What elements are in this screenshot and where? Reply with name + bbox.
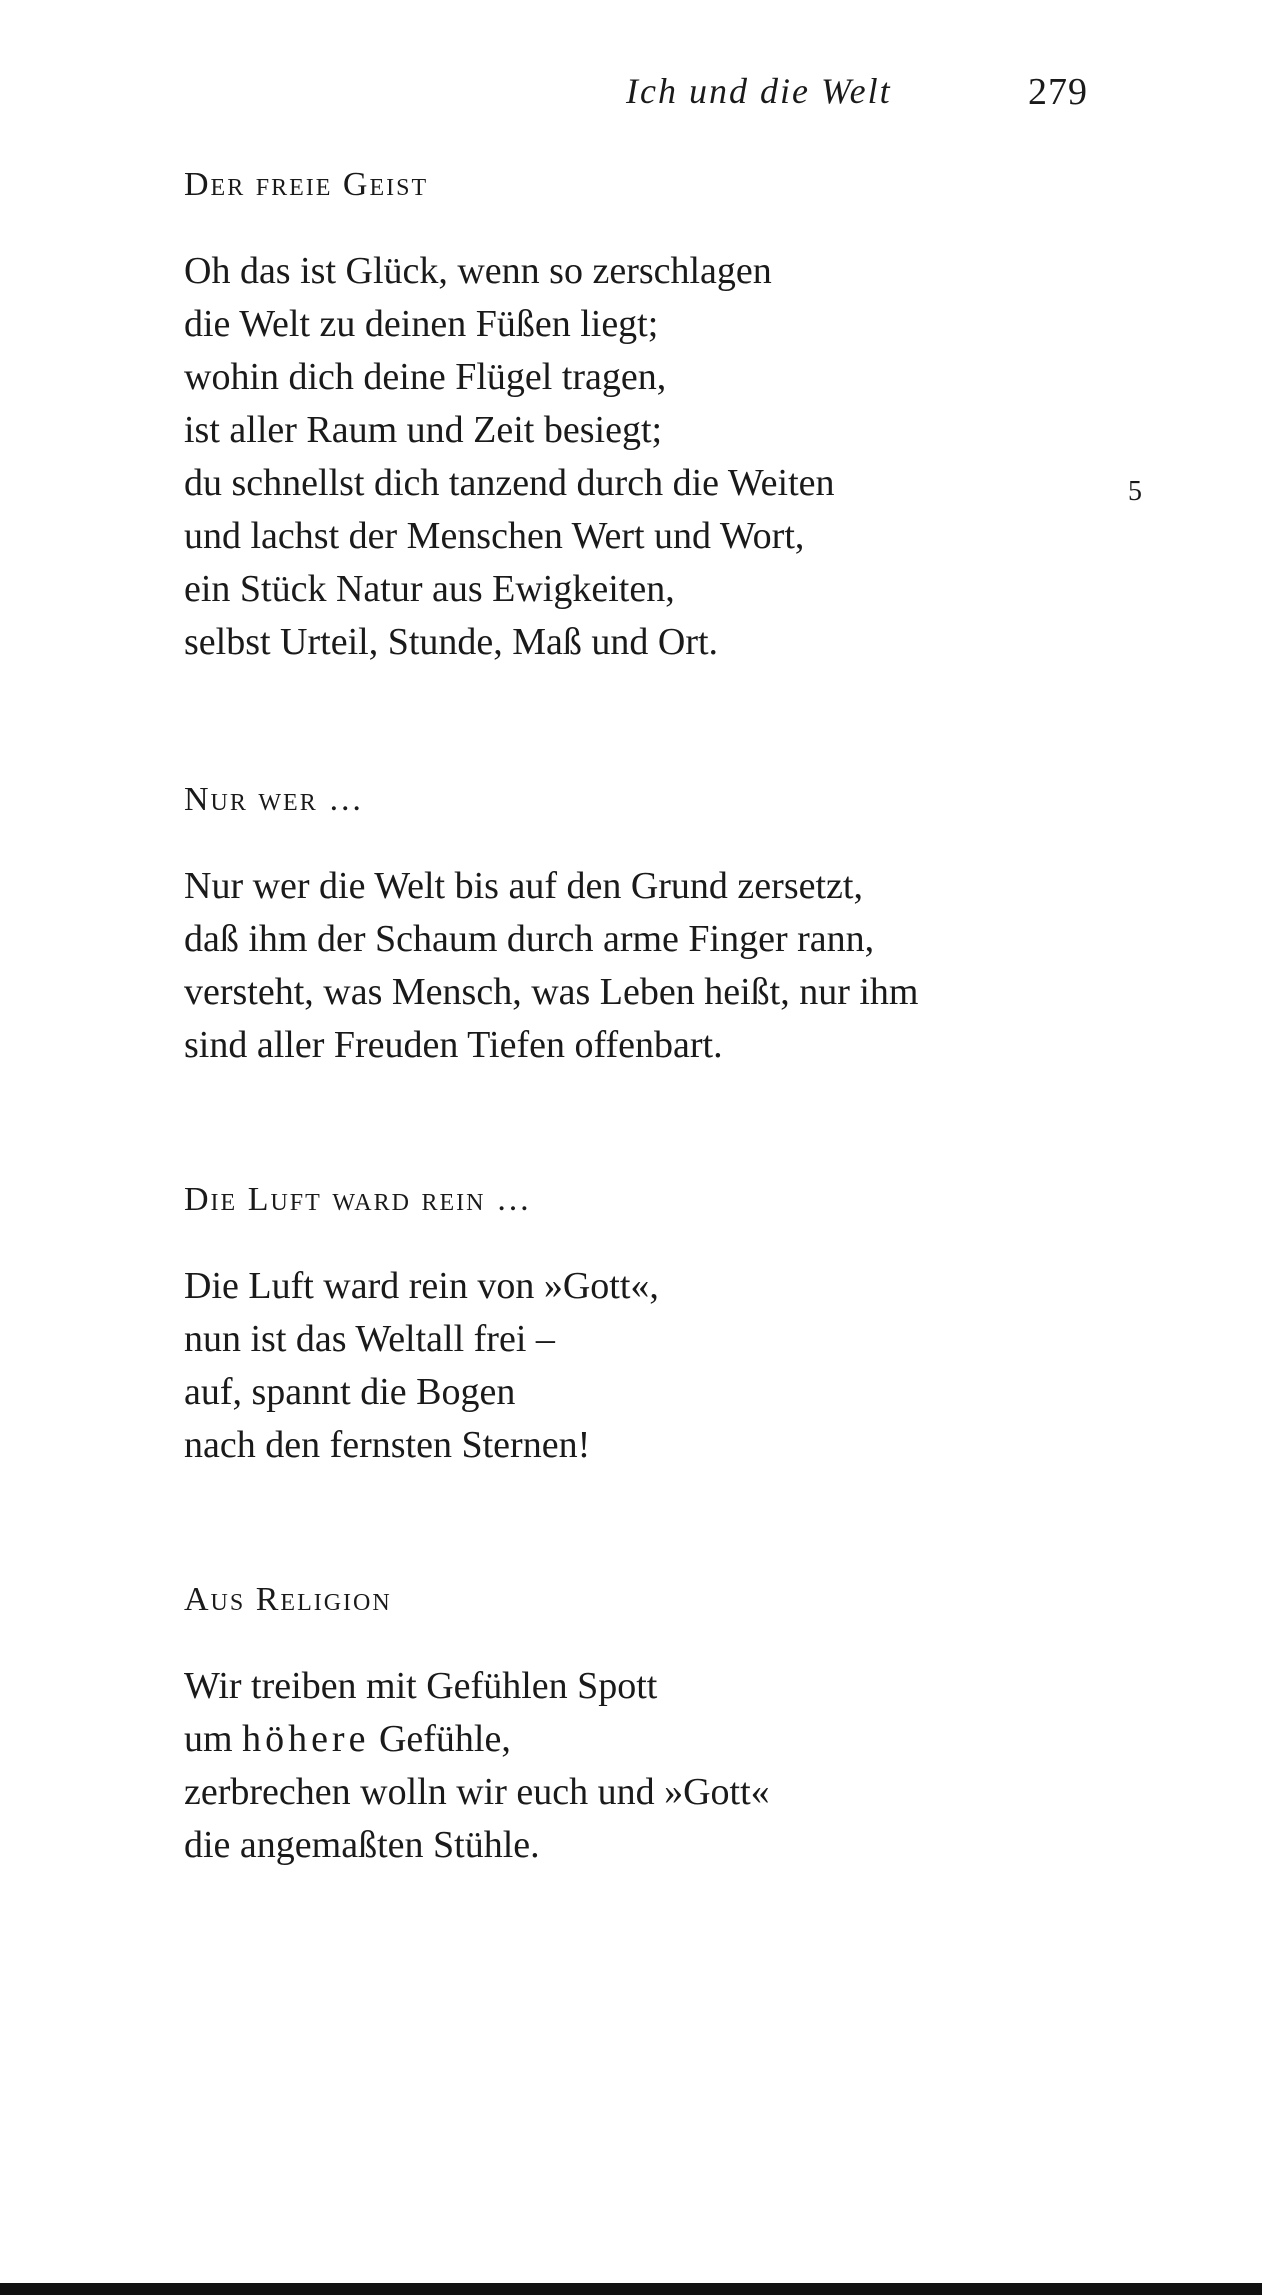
poem-title: Der freie Geist: [184, 166, 429, 203]
poem-die-luft-ward-rein: [184, 1180, 1084, 1472]
verse-line: [184, 1713, 1084, 1766]
poem-title: Die Luft ward rein …: [184, 1181, 532, 1218]
verse-word: um: [184, 1718, 233, 1760]
poem-nur-wer: [184, 780, 1084, 1072]
verse-line: und lachst der Menschen Wert und Wort,: [184, 515, 805, 557]
poem-der-freie-geist: [184, 165, 1142, 669]
verse-line: nun ist das Weltall frei –: [184, 1318, 555, 1360]
line-number: 5: [1128, 476, 1142, 507]
page-number: 279: [1028, 71, 1088, 113]
poem-aus-religion: [184, 1580, 1084, 1872]
verse-line: selbst Urteil, Stunde, Maß und Ort.: [184, 621, 719, 663]
scan-bottom-edge: [0, 2283, 1262, 2295]
stanza: [184, 1660, 1084, 1872]
stanza: [184, 860, 1084, 1072]
verse-line: zerbrechen wolln wir euch und »Gott«: [184, 1771, 770, 1813]
running-title: Ich und die Welt: [626, 71, 892, 111]
running-head: [0, 70, 1262, 120]
verse-line: sind aller Freuden Tiefen offenbart.: [184, 1024, 723, 1066]
verse-line: ein Stück Natur aus Ewigkeiten,: [184, 568, 675, 610]
stanza: [184, 1260, 1084, 1472]
poem-title: Nur wer …: [184, 781, 365, 818]
verse-line: wohin dich deine Flügel tragen,: [184, 356, 667, 398]
verse-line: Oh das ist Glück, wenn so zerschlagen: [184, 250, 772, 292]
verse-line: die Welt zu deinen Füßen liegt;: [184, 303, 659, 345]
poem-title: Aus Religion: [184, 1581, 392, 1618]
verse-line: die angemaßten Stühle.: [184, 1824, 540, 1866]
verse-line: ist aller Raum und Zeit besiegt;: [184, 409, 663, 451]
verse-line: auf, spannt die Bogen: [184, 1371, 516, 1413]
verse-line: versteht, was Mensch, was Leben heißt, nur ihm: [184, 971, 919, 1013]
verse-line: Wir treiben mit Gefühlen Spott: [184, 1665, 658, 1707]
verse-line: nach den fernsten Sternen!: [184, 1424, 591, 1466]
verse-line: Nur wer die Welt bis auf den Grund zersetzt,: [184, 865, 863, 907]
verse-line: daß ihm der Schaum durch arme Finger rann,: [184, 918, 875, 960]
verse-word: Gefühle,: [378, 1718, 511, 1760]
stanza: [184, 245, 1142, 669]
verse-line: du schnellst dich tanzend durch die Weiten: [184, 462, 835, 504]
verse-line-with-number: [184, 457, 1142, 510]
verse-word-emphasized: höhere: [242, 1718, 370, 1760]
verse-line: Die Luft ward rein von »Gott«,: [184, 1265, 659, 1307]
